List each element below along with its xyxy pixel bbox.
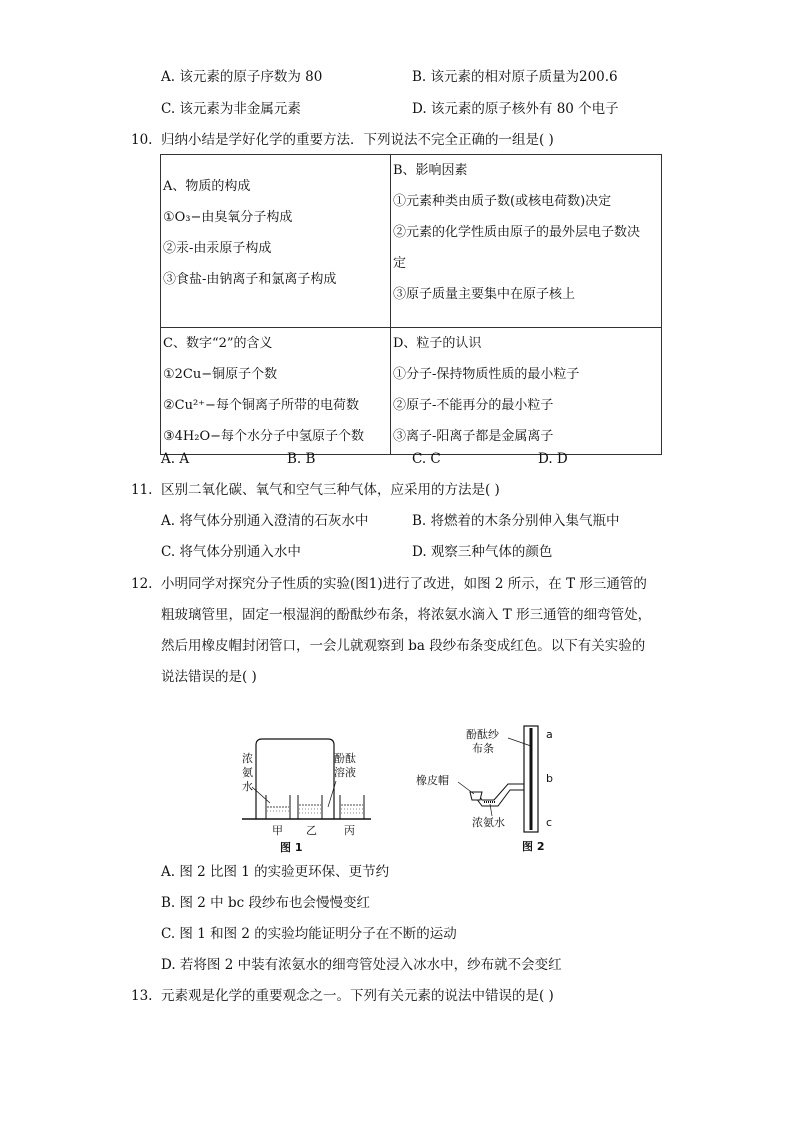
label-rubber-cap: 橡皮帽: [416, 774, 449, 787]
cell-line: ③离子-阳离子都是金属离子: [393, 429, 554, 444]
q11-number: 11.: [131, 482, 153, 498]
q10-option-b: B. B: [287, 451, 316, 467]
label-gauze-1: 酚酞纱: [466, 728, 499, 741]
q12-number: 12.: [131, 576, 153, 592]
cell-line: D、粒子的认识: [393, 336, 482, 351]
q10-cell-a: [161, 155, 391, 328]
figure-2-caption: 图 2: [522, 840, 545, 853]
cell-line: ①O₃−由臭氧分子构成: [163, 210, 293, 225]
q12-option-a: A. 图 2 比图 1 的实验更环保、更节约: [161, 864, 390, 880]
label-point-a: a: [546, 728, 553, 741]
q11-stem: 区别二氧化碳、氧气和空气三种气体，应采用的方法是( ): [161, 482, 500, 498]
cell-line: ③食盐-由钠离子和氯离子构成: [163, 272, 337, 287]
figure-1: [236, 735, 376, 855]
q10-number: 10.: [131, 132, 153, 148]
q10-cell-c: [161, 328, 391, 455]
cell-line: ①元素种类由质子数(或核电荷数)决定: [393, 194, 612, 209]
label-phenol-1: 酚酞: [334, 752, 356, 765]
label-ammonia-1: 浓: [242, 752, 253, 765]
figure-1-caption: 图 1: [280, 841, 303, 854]
q12-option-b: B. 图 2 中 bc 段纱布也会慢慢变红: [161, 895, 370, 911]
label-phenol-2: 溶液: [334, 766, 356, 779]
q10-option-a: A. A: [161, 451, 190, 467]
beaker-yi: [298, 795, 322, 819]
q12-stem-line-4: 说法错误的是( ): [161, 669, 257, 685]
q11-option-d: D. 观察三种气体的颜色: [412, 544, 553, 560]
cell-line: ②原子-不能再分的最小粒子: [393, 398, 554, 413]
figure-2: [412, 720, 562, 855]
q10-stem: 归纳小结是学好化学的重要方法．下列说法不完全正确的一组是( ): [161, 132, 554, 148]
rubber-cap: [470, 792, 482, 800]
label-jia: 甲: [272, 824, 283, 837]
q10-option-c: C. C: [412, 451, 441, 467]
q13-stem: 元素观是化学的重要观念之一。下列有关元素的说法中错误的是( ): [161, 988, 554, 1004]
cell-line: ①2Cu−铜原子个数: [163, 367, 278, 382]
bent-tube: [476, 784, 524, 806]
q13-number: 13.: [131, 988, 153, 1004]
q11-option-a: A. 将气体分别通入澄清的石灰水中: [161, 513, 369, 529]
label-point-c: c: [546, 816, 553, 829]
q9-option-a: A. 该元素的原子序数为 80: [161, 69, 323, 85]
cell-line: 定: [393, 256, 407, 271]
label-ammonia-2: 氨: [242, 766, 253, 779]
q10-option-d: D. D: [538, 451, 568, 467]
q12-stem-line-1: 小明同学对探究分子性质的实验(图1)进行了改进，如图 2 所示，在 T 形三通管的: [161, 576, 647, 592]
q12-stem-line-3: 然后用橡皮帽封闭管口，一会儿就观察到 ba 段纱布条变成红色。以下有关实验的: [161, 638, 646, 654]
label-ammonia-3: 水: [242, 780, 253, 793]
cell-line: B、影响因素: [393, 163, 468, 178]
q10-cell-b: [391, 155, 662, 328]
label-yi: 乙: [306, 824, 317, 837]
q12-option-c: C. 图 1 和图 2 的实验均能证明分子在不断的运动: [161, 926, 457, 942]
beaker-bing: [340, 795, 364, 819]
label-point-b: b: [546, 772, 553, 785]
q9-option-b: B. 该元素的相对原子质量为200.6: [412, 69, 618, 85]
q10-table: [160, 154, 662, 455]
q9-option-c: C. 该元素为非金属元素: [161, 101, 301, 117]
q10-cell-d: [391, 328, 662, 455]
cell-line: ③4H₂O−每个水分子中氢原子个数: [163, 429, 365, 444]
label-bing: 丙: [344, 824, 355, 837]
label-gauze-2: 布条: [472, 742, 494, 755]
label-ammonia: 浓氨水: [472, 816, 505, 829]
cell-line: ②Cu²⁺−每个铜离子所带的电荷数: [163, 398, 359, 413]
cell-line: ①分子-保持物质性质的最小粒子: [393, 367, 580, 382]
cell-line: ②元素的化学性质由原子的最外层电子数决: [393, 225, 641, 240]
q12-stem-line-2: 粗玻璃管里，固定一根湿润的酚酞纱布条，将浓氨水滴入 T 形三通管的细弯管处，: [161, 607, 652, 623]
cell-line: ③原子质量主要集中在原子核上: [393, 287, 576, 302]
cell-line: A、物质的构成: [163, 179, 251, 194]
cell-line: C、数字“2”的含义: [163, 336, 273, 351]
cell-line: ②汞-由汞原子构成: [163, 241, 272, 256]
q11-option-c: C. 将气体分别通入水中: [161, 544, 301, 560]
q11-option-b: B. 将燃着的木条分别伸入集气瓶中: [412, 513, 620, 529]
q9-option-d: D. 该元素的原子核外有 80 个电子: [412, 101, 619, 117]
q12-option-d: D. 若将图 2 中装有浓氨水的细弯管处浸入冰水中，纱布就不会变红: [161, 957, 562, 973]
